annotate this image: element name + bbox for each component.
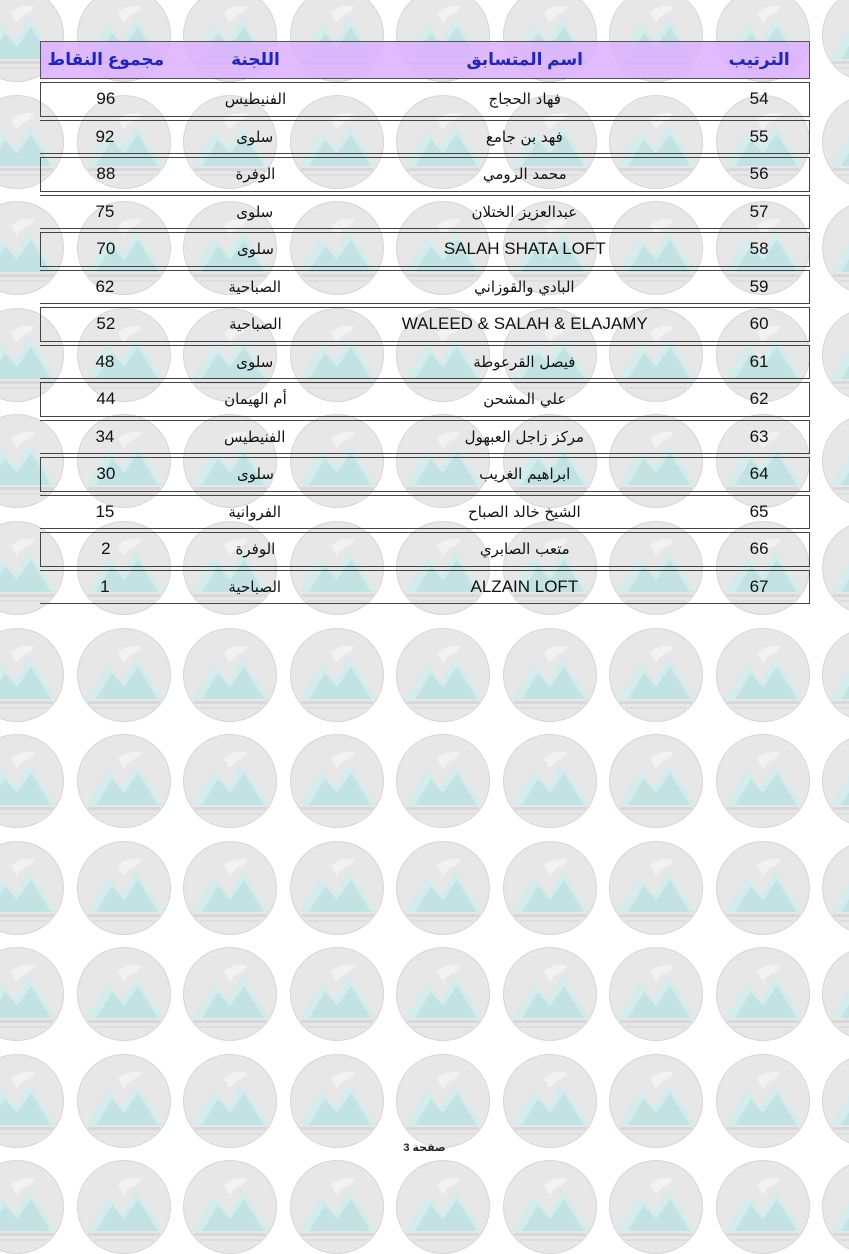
table-row [40, 345, 810, 380]
pigeon-club-logo-icon [0, 628, 64, 722]
pigeon-club-logo-icon [716, 1054, 810, 1148]
pigeon-club-logo-icon [396, 628, 490, 722]
rank-cell: 60 [749, 314, 769, 334]
pigeon-club-logo-icon [609, 1054, 703, 1148]
total-cell: 52 [96, 314, 116, 334]
table-row [40, 82, 810, 117]
name-cell: علي المشحن [483, 390, 567, 409]
pigeon-club-logo-icon [396, 734, 490, 828]
pigeon-club-logo-icon [609, 947, 703, 1041]
pigeon-club-logo-icon [290, 734, 384, 828]
table-row [40, 420, 810, 455]
pigeon-club-logo-icon [396, 947, 490, 1041]
pigeon-club-logo-icon [822, 1054, 849, 1148]
pigeon-club-logo-icon [822, 1160, 849, 1254]
pigeon-club-logo-icon [77, 1160, 171, 1254]
pigeon-club-logo-icon [183, 734, 277, 828]
name-cell: متعب الصابري [479, 540, 570, 559]
table-row [40, 457, 810, 492]
pigeon-club-logo-icon [609, 628, 703, 722]
committee-cell: سلوى [236, 352, 274, 371]
committee-cell: الوفرة [235, 540, 276, 559]
pigeon-club-logo-icon [183, 1054, 277, 1148]
pigeon-club-logo-icon [822, 308, 849, 402]
committee-cell: سلوى [236, 240, 274, 259]
total-cell: 88 [96, 164, 116, 184]
committee-cell: الفروانية [228, 502, 282, 521]
table-row [40, 232, 810, 267]
header-rank: الترتيب [728, 50, 790, 69]
rank-cell: 63 [749, 426, 769, 446]
table-body [40, 82, 810, 604]
name-cell: مركز زاجل العبهول [464, 427, 585, 446]
pigeon-club-logo-icon [822, 0, 849, 82]
table-row [40, 570, 810, 605]
pigeon-club-logo-icon [77, 1054, 171, 1148]
header-committee: اللجنة [231, 50, 280, 69]
rank-cell: 58 [749, 239, 769, 259]
pigeon-club-logo-icon [77, 841, 171, 935]
pigeon-club-logo-icon [609, 1160, 703, 1254]
pigeon-club-logo-icon [503, 1054, 597, 1148]
name-cell: فهد بن جامع [485, 127, 563, 146]
rank-cell: 59 [749, 276, 769, 296]
rank-cell: 54 [749, 89, 769, 109]
total-cell: 62 [95, 276, 115, 296]
name-cell: الشيخ خالد الصباح [468, 502, 581, 521]
pigeon-club-logo-icon [290, 1160, 384, 1254]
name-cell: ALZAIN LOFT [470, 576, 579, 596]
header-name: اسم المتسابق [466, 50, 584, 69]
page-number: صفحة 3 [403, 1142, 446, 1154]
pigeon-club-logo-icon [290, 947, 384, 1041]
pigeon-club-logo-icon [503, 947, 597, 1041]
total-cell: 2 [101, 539, 111, 559]
pigeon-club-logo-icon [822, 734, 849, 828]
pigeon-club-logo-icon [0, 1160, 64, 1254]
total-cell: 1 [100, 576, 110, 596]
name-cell: محمد الرومي [482, 165, 567, 184]
pigeon-club-logo-icon [822, 628, 849, 722]
pigeon-club-logo-icon [822, 841, 849, 935]
pigeon-club-logo-icon [503, 628, 597, 722]
total-cell: 75 [95, 201, 115, 221]
name-cell: فهاد الحجاج [488, 90, 561, 109]
pigeon-club-logo-icon [183, 841, 277, 935]
committee-cell: الوفرة [235, 165, 276, 184]
total-cell: 30 [96, 464, 116, 484]
total-cell: 92 [95, 126, 115, 146]
total-cell: 70 [96, 239, 116, 259]
committee-cell: أم الهيمان [224, 390, 287, 409]
pigeon-club-logo-icon [822, 95, 849, 189]
total-cell: 96 [96, 89, 116, 109]
pigeon-club-logo-icon [290, 1054, 384, 1148]
pigeon-club-logo-icon [0, 1054, 64, 1148]
committee-cell: الفنيطيس [224, 427, 286, 446]
table-row [40, 495, 810, 530]
rank-cell: 64 [749, 464, 769, 484]
committee-cell: سلوى [236, 127, 274, 146]
pigeon-club-logo-icon [503, 841, 597, 935]
rank-cell: 61 [749, 351, 769, 371]
pigeon-club-logo-icon [396, 1054, 490, 1148]
rank-cell: 57 [749, 201, 769, 221]
pigeon-club-logo-icon [822, 947, 849, 1041]
header-total: مجموع النقاط [47, 50, 165, 69]
pigeon-club-logo-icon [77, 947, 171, 1041]
name-cell: WALEED & SALAH & ELAJAMY [401, 314, 648, 334]
pigeon-club-logo-icon [609, 734, 703, 828]
pigeon-club-logo-icon [183, 1160, 277, 1254]
rank-cell: 56 [749, 164, 769, 184]
name-cell: فيصل القرعوطة [473, 352, 576, 371]
committee-cell: الفنيطيس [224, 90, 287, 109]
total-cell: 15 [95, 501, 115, 521]
rank-cell: 67 [749, 576, 769, 596]
pigeon-club-logo-icon [396, 1160, 490, 1254]
table-row [40, 382, 810, 417]
pigeon-club-logo-icon [77, 628, 171, 722]
table-row [40, 157, 810, 192]
committee-cell: الصباحية [228, 277, 282, 296]
pigeon-club-logo-icon [716, 628, 810, 722]
total-cell: 44 [96, 389, 116, 409]
total-cell: 48 [95, 351, 115, 371]
table-row [40, 307, 810, 342]
pigeon-club-logo-icon [822, 521, 849, 615]
table-row [40, 532, 810, 567]
pigeon-club-logo-icon [716, 947, 810, 1041]
pigeon-club-logo-icon [609, 841, 703, 935]
results-table [40, 41, 810, 607]
pigeon-club-logo-icon [822, 414, 849, 508]
table-row [40, 270, 810, 305]
pigeon-club-logo-icon [0, 947, 64, 1041]
rank-cell: 65 [749, 501, 769, 521]
pigeon-club-logo-icon [0, 734, 64, 828]
rank-cell: 62 [749, 389, 769, 409]
pigeon-club-logo-icon [290, 841, 384, 935]
name-cell: عبدالعزيز الختلان [471, 202, 578, 221]
committee-cell: سلوى [236, 202, 274, 221]
table-row [40, 195, 810, 230]
committee-cell: الصباحية [228, 577, 282, 596]
table-header-row [40, 41, 810, 79]
pigeon-club-logo-icon [396, 841, 490, 935]
pigeon-club-logo-icon [716, 1160, 810, 1254]
rank-cell: 66 [749, 539, 769, 559]
pigeon-club-logo-icon [0, 841, 64, 935]
pigeon-club-logo-icon [503, 734, 597, 828]
table-row [40, 120, 810, 155]
pigeon-club-logo-icon [716, 734, 810, 828]
name-cell: ابراهيم الغريب [479, 465, 571, 484]
pigeon-club-logo-icon [716, 841, 810, 935]
pigeon-club-logo-icon [183, 628, 277, 722]
pigeon-club-logo-icon [183, 947, 277, 1041]
pigeon-club-logo-icon [822, 201, 849, 295]
name-cell: البادي والقوزاني [474, 277, 575, 296]
pigeon-club-logo-icon [503, 1160, 597, 1254]
rank-cell: 55 [749, 126, 769, 146]
total-cell: 34 [95, 426, 115, 446]
committee-cell: الصباحية [229, 315, 282, 334]
pigeon-club-logo-icon [290, 628, 384, 722]
pigeon-club-logo-icon [77, 734, 171, 828]
name-cell: SALAH SHATA LOFT [443, 239, 606, 259]
committee-cell: سلوى [236, 465, 274, 484]
